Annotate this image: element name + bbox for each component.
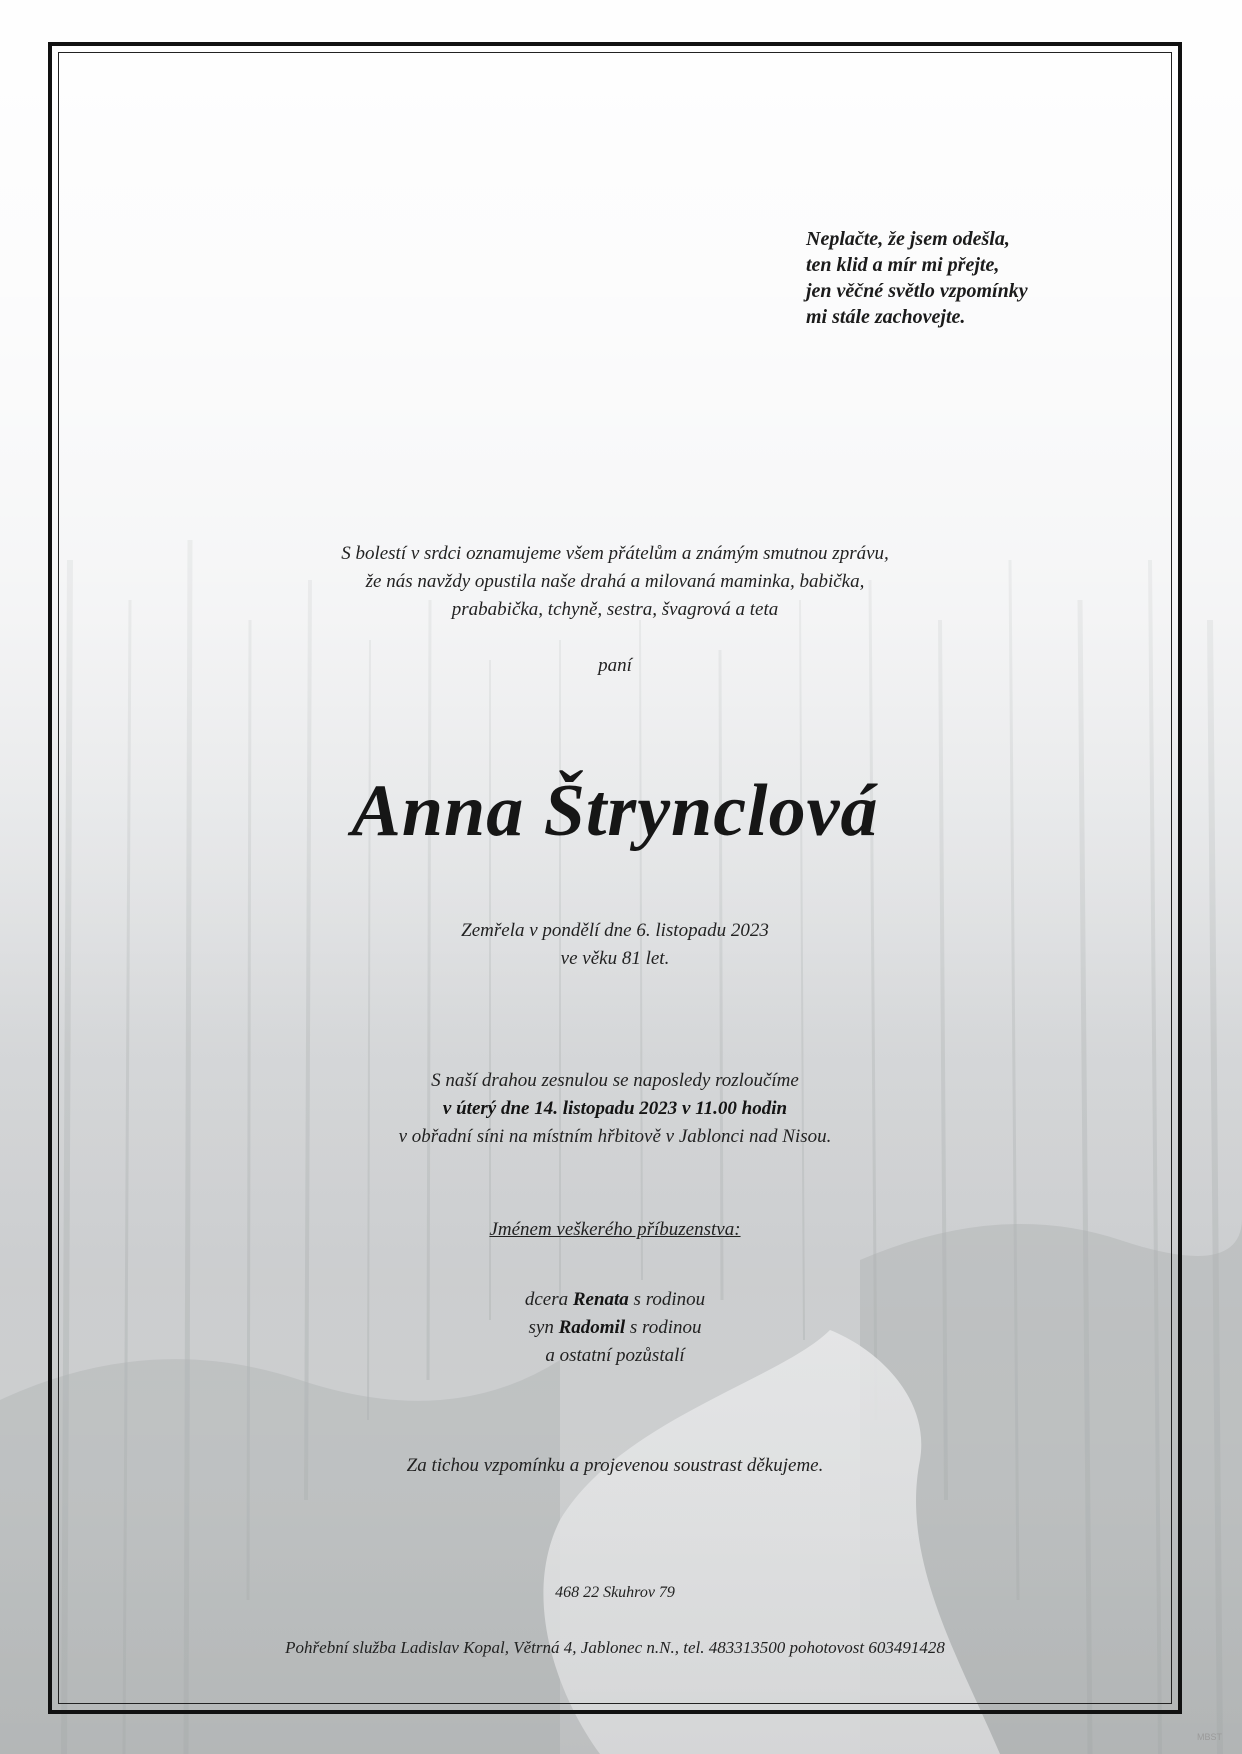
- relative-suffix: s rodinou: [629, 1317, 702, 1338]
- relative-name: Radomil: [558, 1317, 626, 1338]
- relatives-list: [58, 1286, 1172, 1370]
- death-age: ve věku 81 let.: [560, 948, 670, 969]
- announcement-line: že nás navždy opustila naše drahá a milovaná maminka, babička,: [365, 571, 865, 592]
- announcement-line: prababička, tchyně, sestra, švagrová a teta: [451, 599, 779, 620]
- relatives-heading: Jménem veškerého příbuzenstva:: [489, 1219, 741, 1240]
- relative-prefix: dcera: [524, 1289, 569, 1310]
- death-info: [58, 917, 1172, 973]
- farewell-intro: S naší drahou zesnulou se naposledy rozloučíme: [431, 1070, 799, 1091]
- relative-daughter: [58, 1286, 1172, 1314]
- poem-line: ten klid a mír mi přejte,: [806, 254, 1000, 276]
- poem-line: jen věčné světlo vzpomínky: [806, 280, 1028, 302]
- poem-line: mi stále zachovejte.: [806, 306, 966, 328]
- farewell-location: v obřadní síni na místním hřbitově v Jablonci nad Nisou.: [398, 1126, 832, 1147]
- relative-prefix: syn: [528, 1317, 554, 1338]
- farewell-datetime: v úterý dne 14. listopadu 2023 v 11.00 hodin: [442, 1098, 788, 1119]
- relative-suffix: s rodinou: [633, 1289, 706, 1310]
- announcement-text: [58, 540, 1172, 624]
- relative-name: Renata: [572, 1289, 629, 1310]
- funeral-service-footer: Pohřební služba Ladislav Kopal, Větrná 4, Jablonec n.N., tel. 483313500 pohotovost 603491428: [285, 1638, 945, 1657]
- announcement-line: S bolestí v srdci oznamujeme všem přátelům a známým smutnou zprávu,: [341, 543, 889, 564]
- memorial-poem: [806, 226, 1106, 330]
- salutation: paní: [598, 655, 632, 676]
- thanks-line: Za tichou vzpomínku a projevenou soustrast děkujeme.: [406, 1455, 824, 1476]
- address: 468 22 Skuhrov 79: [555, 1584, 675, 1601]
- death-date: Zemřela v pondělí dne 6. listopadu 2023: [461, 920, 769, 941]
- poem-line: Neplačte, že jsem odešla,: [806, 228, 1010, 250]
- obituary-content: [58, 52, 1172, 1704]
- deceased-name: Anna Štrynclová: [351, 770, 879, 852]
- relative-others: a ostatní pozůstalí: [545, 1345, 685, 1366]
- scan-mark: MBST: [1196, 1732, 1222, 1742]
- relative-son: [58, 1314, 1172, 1342]
- farewell-info: [58, 1067, 1172, 1151]
